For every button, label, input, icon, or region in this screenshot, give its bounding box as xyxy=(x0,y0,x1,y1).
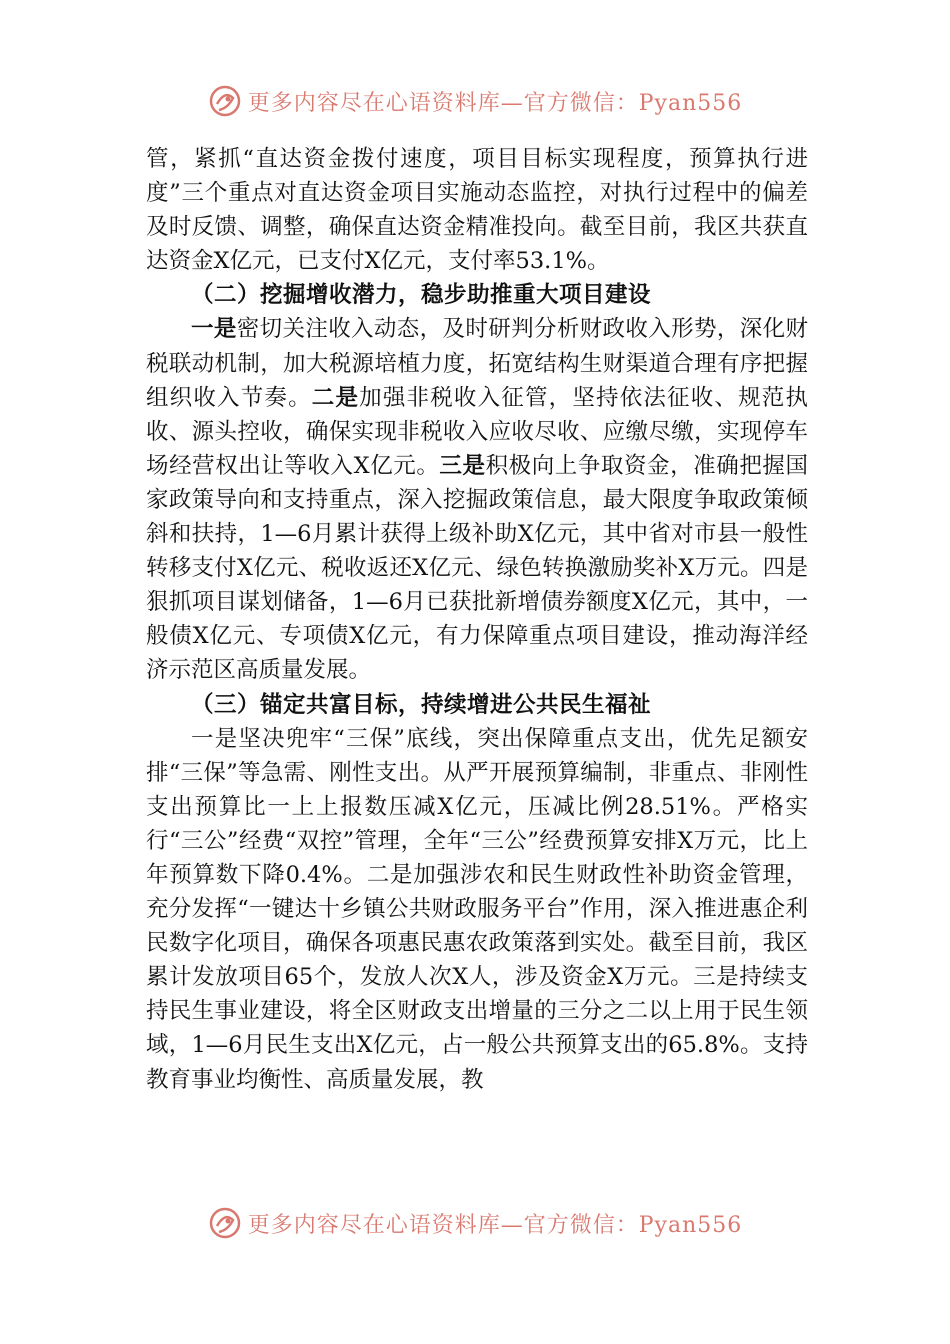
document-body xyxy=(146,142,808,1097)
paragraph-direct-funds: 管，紧抓“直达资金拨付速度，项目目标实现程度，预算执行进度”三个重点对直达资金项目实施动态监控，对执行过程中的偏差及时反馈、调整，确保直达资金精准投向。截至目前，我区共获直达资金X亿元，已支付X亿元，支付率53.1%。 xyxy=(146,146,808,275)
item-text-3: 积极向上争取资金，准确把握国家政策导向和支持重点，深入挖掘政策信息，最大限度争取政策倾斜和扶持，1—6月累计获得上级补助X亿元，其中省对市县一般性转移支付X亿元、税收返还X亿元、绿色转换激励奖补X万元。四是狠抓项目谋划储备，1—6月已获批新增债券额度X亿元，其中，一般债X亿元、专项债X亿元，有力保障重点项目建设，推动海洋经济示范区高质量发展。 xyxy=(146,452,808,684)
watermark-text: 更多内容尽在心语资料库—官方微信：Pyan556 xyxy=(247,1212,743,1238)
watermark-text: 更多内容尽在心语资料库—官方微信：Pyan556 xyxy=(247,90,743,116)
seal-logo-icon xyxy=(208,84,242,118)
seal-logo-icon xyxy=(208,1206,242,1240)
watermark-header xyxy=(0,84,950,124)
item-label-2: 二是 xyxy=(311,384,360,411)
item-label-1: 一是 xyxy=(191,316,237,343)
item-text-2: 加强非税收入征管，坚持依法征收、规范执收、源头控收，确保实现非税收入应收尽收、应缴尽缴，实现停车场经营权出让等收入X亿元。 xyxy=(146,384,808,479)
item-text-1: 密切关注收入动态，及时研判分析财政收入形势，深化财税联动机制，加大税源培植力度，拓宽结构生财渠道合理有序把握组织收入节奏。 xyxy=(146,316,808,411)
watermark-footer xyxy=(0,1206,950,1246)
paragraph-livelihood: 一是坚决兜牢“三保”底线，突出保障重点支出，优先足额安排“三保”等急需、刚性支出。从严开展预算编制，非重点、非刚性支出预算比一上上报数压减X亿元，压减比例28.51%。严格实行“三公”经费“双控”管理，全年“三公”经费预算安排X万元，比上年预算数下降0.4%。二是加强涉农和民生财政性补助资金管理，充分发挥“一键达十乡镇公共财政服务平台”作用，深入推进惠企利民数字化项目，确保各项惠民惠农政策落到实处。截至目前，我区累计发放项目65个，发放人次X人，涉及资金X万元。三是持续支持民生事业建设，将全区财政支出增量的三分之二以上用于民生领域，1—6月民生支出X亿元，占一般公共预算支出的65.8%。支持教育事业均衡性、高质量发展，教 xyxy=(146,725,808,1093)
paragraph-revenue xyxy=(146,312,808,687)
section-heading-3: （三）锚定共富目标，持续增进公共民生福祉 xyxy=(191,691,652,718)
item-label-3: 三是 xyxy=(439,452,486,479)
section-heading-2: （二）挖掘增收潜力，稳步助推重大项目建设 xyxy=(191,282,652,309)
